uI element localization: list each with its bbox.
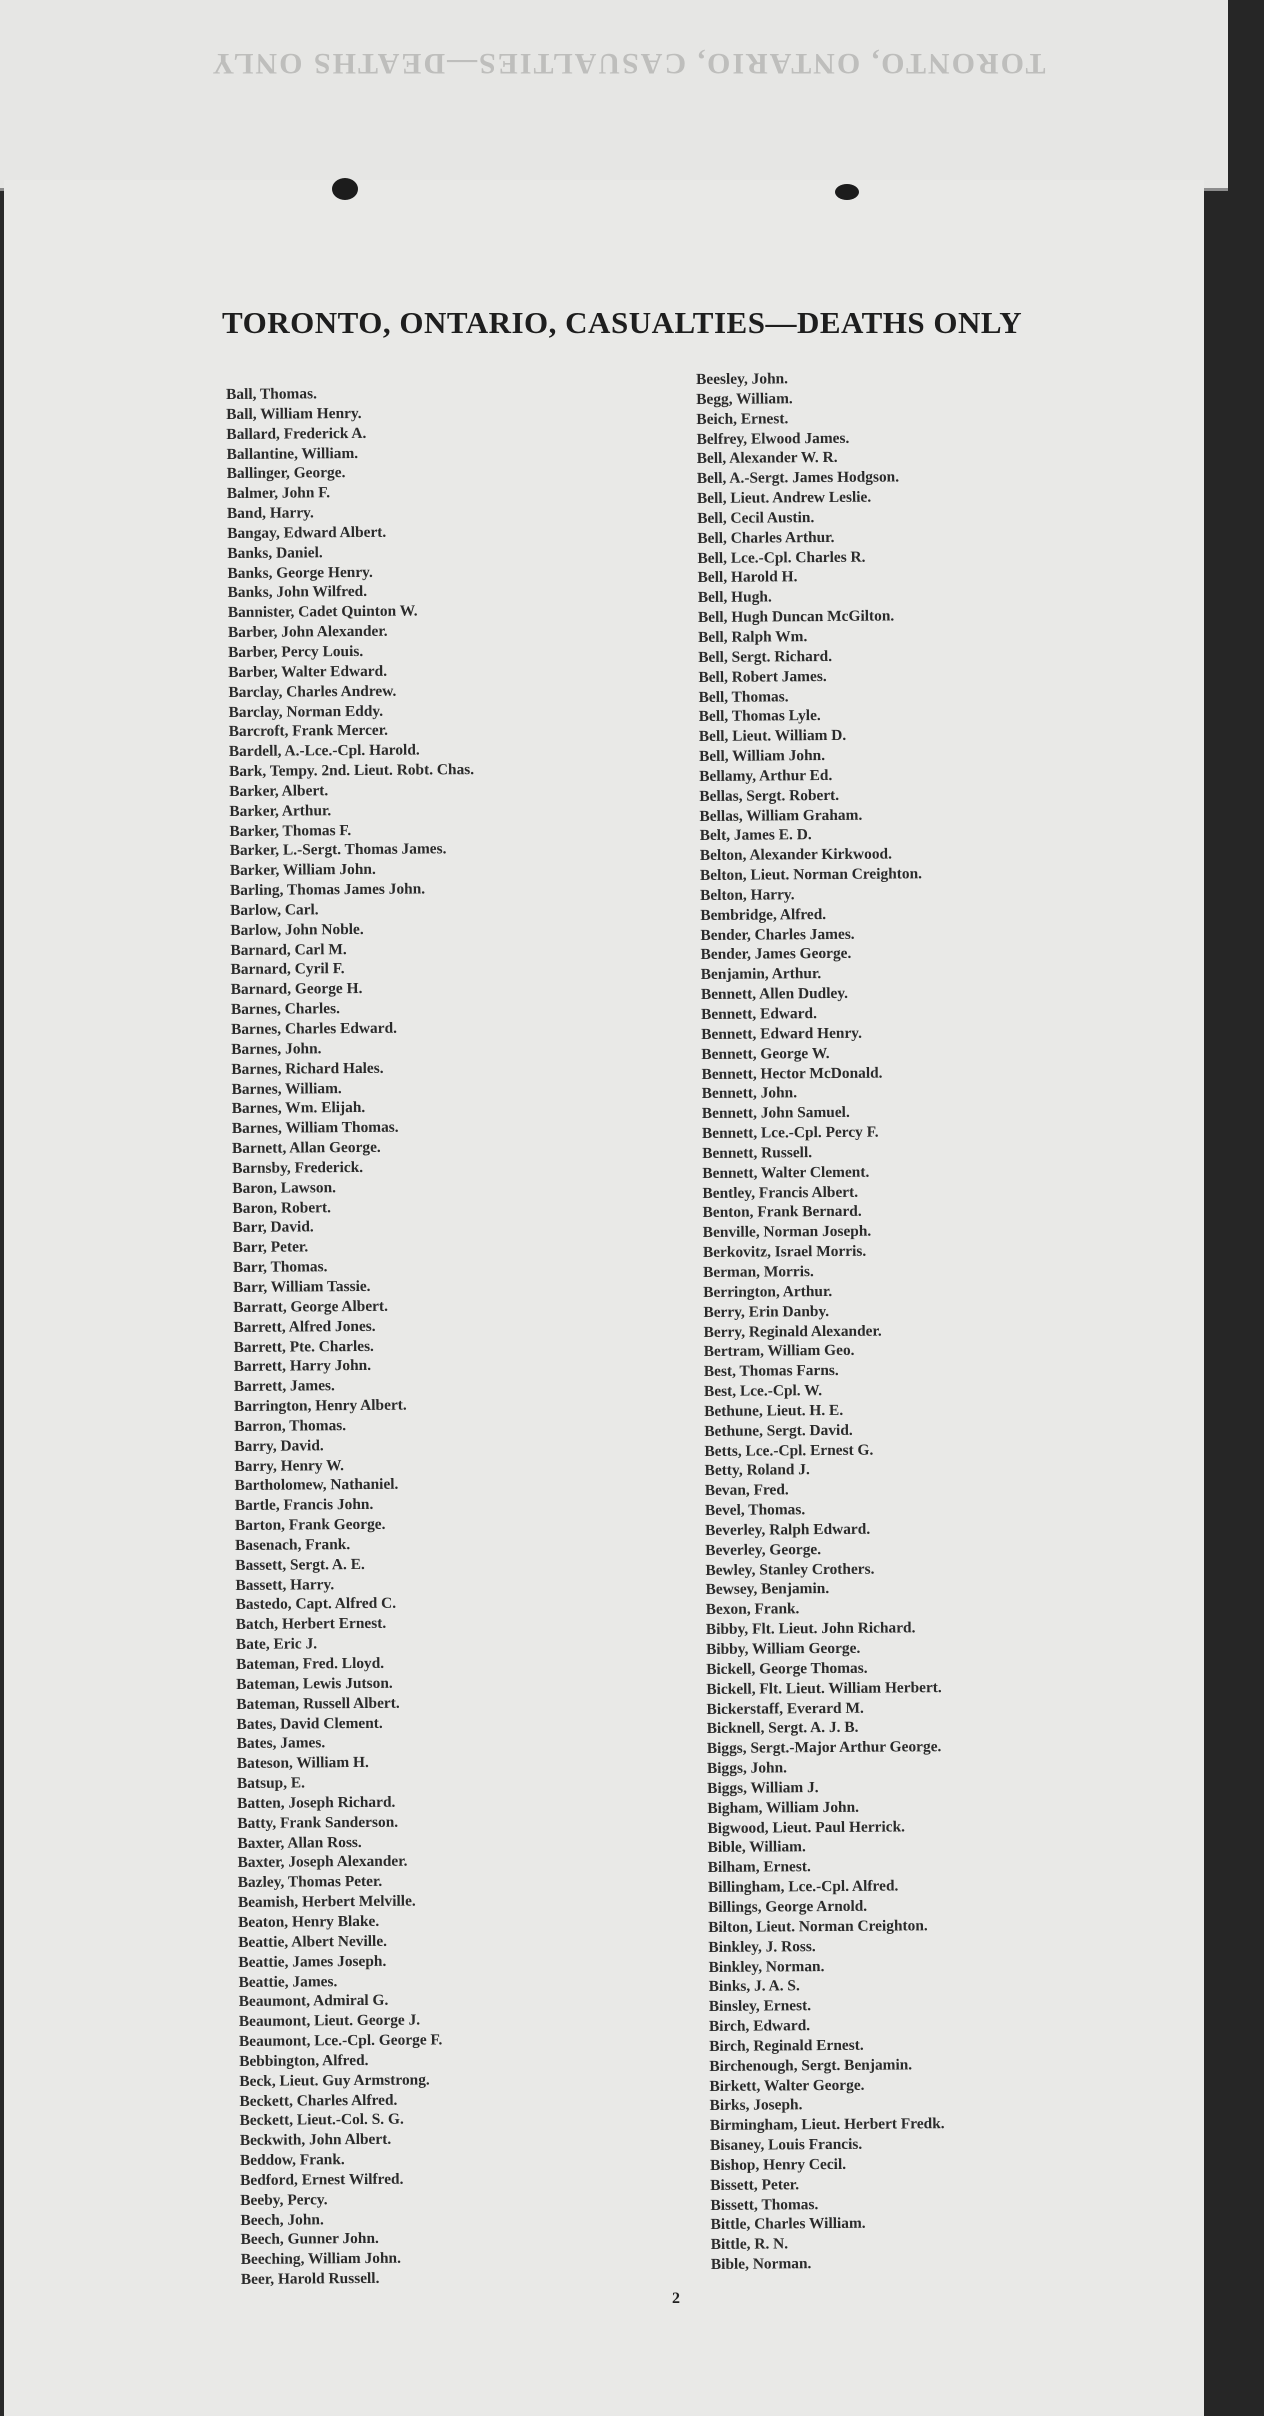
casualty-entry: Bennett, Allen Dudley.: [700, 984, 849, 1004]
casualty-entry: Bilton, Lieut. Norman Creighton.: [708, 1917, 928, 1936]
casualty-entry: Beaton, Henry Blake.: [238, 1912, 380, 1931]
casualty-entry: Barry, David.: [234, 1436, 324, 1455]
casualty-entry: Beaumont, Lieut. George J.: [238, 2011, 421, 2031]
casualty-entry: Beech, John.: [240, 2210, 324, 2229]
casualty-entry: Beattie, Albert Neville.: [238, 1932, 388, 1951]
casualty-entry: Bell, A.-Sergt. James Hodgson.: [696, 468, 900, 488]
casualty-entry: Bangay, Edward Albert.: [227, 523, 387, 542]
casualty-entry: Bell, Charles Arthur.: [697, 528, 835, 547]
casualty-entry: Beattie, James.: [238, 1972, 338, 1991]
casualty-entry: Bender, Charles James.: [700, 925, 855, 944]
casualty-entry: Bewley, Stanley Crothers.: [705, 1560, 875, 1579]
casualty-entry: Birmingham, Lieut. Herbert Fredk.: [709, 2115, 945, 2135]
casualty-entry: Barnes, John.: [231, 1040, 322, 1058]
casualty-entry: Bateman, Lewis Jutson.: [236, 1674, 393, 1693]
casualty-entry: Bishop, Henry Cecil.: [710, 2155, 847, 2174]
casualty-entry: Bissett, Peter.: [710, 2176, 800, 2194]
casualty-entry: Bisaney, Louis Francis.: [709, 2135, 863, 2155]
casualty-entry: Baxter, Joseph Alexander.: [237, 1853, 408, 1872]
casualty-entry: Beich, Ernest.: [696, 409, 789, 428]
casualty-entry: Bell, William John.: [698, 747, 826, 766]
casualty-entry: Barnett, Allan George.: [231, 1138, 381, 1158]
document-page: [4, 180, 1204, 2416]
casualty-entry: Barr, David.: [232, 1218, 314, 1237]
casualty-entry: Barker, William John.: [229, 861, 376, 880]
casualty-entry: Barnes, Charles Edward.: [230, 1019, 398, 1038]
casualty-entry: Beckett, Charles Alfred.: [239, 2091, 398, 2110]
binding-hole-left: [332, 178, 358, 200]
casualty-entry: Baron, Robert.: [232, 1198, 331, 1217]
casualty-entry: Beaumont, Admiral G.: [238, 1992, 389, 2011]
casualty-entry: Bennett, Edward.: [700, 1005, 817, 1023]
casualty-entry: Bennett, Walter Clement.: [702, 1163, 870, 1182]
casualty-entry: Bell, Cecil Austin.: [697, 508, 815, 527]
casualty-entry: Barrington, Henry Albert.: [233, 1396, 407, 1415]
casualty-entry: Barlow, Carl.: [230, 901, 319, 919]
casualty-entry: Bell, Hugh.: [697, 588, 772, 607]
casualty-entry: Ball, Thomas.: [226, 385, 317, 403]
casualty-entry: Betts, Lce.-Cpl. Ernest G.: [704, 1441, 874, 1460]
casualty-entry: Bickerstaff, Everard M.: [706, 1699, 864, 1718]
casualty-entry: Bissett, Thomas.: [710, 2195, 819, 2214]
casualty-entry: Bethune, Lieut. H. E.: [704, 1401, 844, 1420]
casualty-entry: Bible, Norman.: [710, 2255, 812, 2274]
casualty-entry: Bazley, Thomas Peter.: [237, 1873, 383, 1892]
casualty-entry: Bennett, John.: [701, 1084, 798, 1103]
page-title: TORONTO, ONTARIO, CASUALTIES—DEATHS ONLY: [222, 305, 1023, 340]
casualty-entry: Bell, Thomas.: [698, 687, 789, 706]
casualty-entry: Barnes, Charles.: [230, 1000, 340, 1019]
casualty-entry: Belfrey, Elwood James.: [696, 429, 850, 448]
casualty-entry: Barnsby, Frederick.: [232, 1158, 364, 1177]
casualty-entry: Bell, Lieut. William D.: [698, 727, 847, 746]
casualty-entry: Ballinger, George.: [226, 464, 346, 483]
casualty-entry: Bateson, William H.: [236, 1754, 369, 1773]
page-number: 2: [672, 2290, 680, 2307]
casualty-entry: Bible, William.: [707, 1838, 806, 1857]
casualty-entry: Barratt, George Albert.: [233, 1297, 389, 1316]
casualty-entry: Birch, Reginald Ernest.: [709, 2036, 864, 2055]
casualty-entry: Betty, Roland J.: [704, 1461, 810, 1480]
casualty-entry: Beattie, James Joseph.: [238, 1952, 387, 1971]
casualty-entry: Barker, Arthur.: [229, 801, 332, 820]
casualty-entry: Berry, Reginald Alexander.: [703, 1322, 882, 1341]
casualty-entry: Birks, Joseph.: [709, 2096, 803, 2115]
casualty-entry: Bell, Robert James.: [698, 667, 827, 686]
casualty-entry: Beeching, William John.: [240, 2249, 402, 2269]
casualty-entry: Batten, Joseph Richard.: [237, 1793, 396, 1812]
casualty-entry: Barnes, Wm. Elijah.: [231, 1099, 366, 1118]
casualty-entry: Barnard, George H.: [230, 980, 363, 999]
casualty-entry: Bentley, Francis Albert.: [702, 1183, 859, 1202]
casualty-entry: Bethune, Sergt. David.: [704, 1421, 853, 1440]
right-name-column: [696, 368, 946, 2275]
casualty-entry: Bilham, Ernest.: [707, 1858, 811, 1877]
casualty-entry: Barr, Peter.: [232, 1238, 309, 1257]
casualty-entry: Bassett, Harry.: [235, 1575, 335, 1594]
casualty-entry: Bibby, Flt. Lieut. John Richard.: [705, 1619, 916, 1639]
casualty-entry: Band, Harry.: [226, 504, 314, 523]
casualty-entry: Barber, John Alexander.: [227, 622, 388, 642]
casualty-entry: Bevan, Fred.: [704, 1481, 789, 1500]
casualty-entry: Barton, Frank George.: [234, 1515, 386, 1535]
casualty-entry: Biggs, John.: [706, 1759, 788, 1778]
casualty-entry: Bennett, Lce.-Cpl. Percy F.: [701, 1123, 879, 1143]
casualty-entry: Benville, Norman Joseph.: [702, 1222, 872, 1242]
previous-page-flap: [0, 0, 1228, 191]
casualty-entry: Berry, Erin Danby.: [703, 1302, 830, 1321]
casualty-entry: Barrett, Pte. Charles.: [233, 1337, 374, 1356]
casualty-entry: Barker, Thomas F.: [229, 821, 352, 840]
casualty-entry: Birkett, Walter George.: [709, 2076, 865, 2095]
casualty-entry: Bexon, Frank.: [705, 1600, 800, 1619]
casualty-entry: Bell, Alexander W. R.: [696, 449, 838, 468]
casualty-entry: Bell, Sergt. Richard.: [698, 647, 833, 666]
casualty-entry: Biggs, Sergt.-Major Arthur George.: [706, 1738, 942, 1758]
casualty-entry: Barker, Albert.: [229, 782, 329, 800]
casualty-entry: Barrett, Alfred Jones.: [233, 1317, 376, 1336]
casualty-entry: Bastedo, Capt. Alfred C.: [235, 1595, 397, 1614]
casualty-entry: Beeby, Percy.: [240, 2191, 328, 2209]
casualty-entry: Barlow, John Noble.: [230, 920, 364, 939]
casualty-entry: Barcroft, Frank Mercer.: [228, 722, 389, 741]
casualty-entry: Banks, John Wilfred.: [227, 583, 368, 602]
casualty-entry: Beamish, Herbert Melville.: [237, 1892, 416, 1912]
casualty-entry: Ball, William Henry.: [226, 404, 362, 423]
casualty-entry: Barker, L.-Sergt. Thomas James.: [229, 840, 447, 860]
casualty-entry: Bittle, Charles William.: [710, 2215, 866, 2234]
casualty-entry: Beech, Gunner John.: [240, 2230, 379, 2249]
casualty-entry: Barber, Walter Edward.: [228, 662, 388, 681]
casualty-entry: Bates, David Clement.: [236, 1714, 383, 1733]
casualty-entry: Baron, Lawson.: [232, 1178, 337, 1197]
casualty-entry: Barnard, Cyril F.: [230, 960, 345, 979]
casualty-entry: Best, Thomas Farns.: [703, 1362, 839, 1381]
casualty-entry: Bertram, William Geo.: [703, 1342, 855, 1361]
casualty-entry: Ballard, Frederick A.: [226, 424, 367, 443]
casualty-entry: Bell, Ralph Wm.: [698, 628, 808, 646]
casualty-entry: Barnard, Carl M.: [230, 940, 347, 959]
casualty-entry: Bennett, Russell.: [702, 1144, 813, 1162]
casualty-entry: Bell, Lieut. Andrew Leslie.: [696, 488, 872, 508]
casualty-entry: Bennett, George W.: [701, 1044, 830, 1063]
casualty-entry: Bate, Eric J.: [235, 1635, 318, 1654]
casualty-entry: Bardell, A.-Lce.-Cpl. Harold.: [228, 741, 420, 761]
casualty-entry: Balmer, John F.: [226, 484, 331, 503]
casualty-entry: Bannister, Cadet Quinton W.: [227, 602, 418, 622]
casualty-entry: Bicknell, Sergt. A. J. B.: [706, 1719, 859, 1738]
casualty-entry: Bibby, William George.: [705, 1639, 861, 1658]
casualty-entry: Bevel, Thomas.: [704, 1501, 806, 1520]
casualty-entry: Baxter, Allan Ross.: [237, 1833, 362, 1852]
casualty-entry: Bembridge, Alfred.: [700, 905, 827, 924]
casualty-entry: Bender, James George.: [700, 945, 852, 964]
casualty-entry: Barr, William Tassie.: [233, 1277, 371, 1296]
casualty-entry: Barnes, William Thomas.: [231, 1118, 399, 1138]
casualty-entry: Belton, Alexander Kirkwood.: [699, 845, 893, 865]
casualty-entry: Batch, Herbert Ernest.: [235, 1615, 387, 1634]
casualty-entry: Birch, Edward.: [708, 2017, 811, 2035]
casualty-entry: Batsup, E.: [236, 1774, 306, 1793]
casualty-entry: Binkley, Norman.: [708, 1957, 825, 1976]
casualty-entry: Barr, Thomas.: [232, 1258, 328, 1277]
bleed-through-text: TORONTO, ONTARIO, CASUALTIES—DEATHS ONLY: [210, 47, 1046, 80]
casualty-entry: Bell, Lce.-Cpl. Charles R.: [697, 548, 866, 567]
casualty-entry: Barclay, Norman Eddy.: [228, 702, 384, 721]
casualty-entry: Barrett, James.: [233, 1377, 335, 1396]
casualty-entry: Billingham, Lce.-Cpl. Alfred.: [707, 1877, 899, 1897]
casualty-entry: Bittle, R. N.: [710, 2235, 789, 2254]
casualty-entry: Barrett, Harry John.: [233, 1357, 372, 1376]
casualty-entry: Bartholomew, Nathaniel.: [234, 1476, 399, 1495]
casualty-entry: Belton, Harry.: [700, 886, 795, 904]
casualty-entry: Banks, Daniel.: [227, 543, 323, 562]
casualty-entry: Bickell, George Thomas.: [706, 1659, 868, 1678]
casualty-entry: Bellas, William Graham.: [699, 806, 863, 825]
casualty-entry: Berrington, Arthur.: [703, 1282, 833, 1301]
casualty-entry: Belton, Lieut. Norman Creighton.: [699, 865, 923, 885]
casualty-entry: Batty, Frank Sanderson.: [237, 1813, 399, 1832]
casualty-entry: Basenach, Frank.: [235, 1535, 351, 1554]
casualty-entry: Belt, James E. D.: [699, 826, 812, 845]
casualty-entry: Barnes, Richard Hales.: [231, 1059, 384, 1078]
casualty-entry: Beer, Harold Russell.: [240, 2270, 380, 2289]
casualty-entry: Bartle, Francis John.: [234, 1496, 374, 1515]
casualty-entry: Bebbington, Alfred.: [239, 2051, 369, 2070]
casualty-entry: Beverley, George.: [705, 1540, 822, 1559]
casualty-entry: Billings, George Arnold.: [708, 1897, 868, 1916]
casualty-entry: Bedford, Ernest Wilfred.: [240, 2170, 404, 2189]
casualty-entry: Bigham, William John.: [707, 1798, 860, 1817]
casualty-entry: Bell, Thomas Lyle.: [698, 707, 821, 726]
casualty-entry: Barnes, William.: [231, 1079, 342, 1098]
casualty-entry: Barber, Percy Louis.: [228, 642, 364, 661]
casualty-entry: Beckett, Lieut.-Col. S. G.: [239, 2111, 404, 2130]
binding-hole-right: [835, 184, 859, 200]
casualty-entry: Bennett, Hector McDonald.: [701, 1064, 883, 1083]
casualty-entry: Bennett, Edward Henry.: [701, 1024, 863, 1043]
casualty-entry: Berman, Morris.: [703, 1263, 814, 1281]
casualty-entry: Best, Lce.-Cpl. W.: [703, 1382, 823, 1400]
casualty-entry: Barclay, Charles Andrew.: [228, 682, 397, 701]
casualty-entry: Beesley, John.: [696, 370, 789, 388]
casualty-entry: Beddow, Frank.: [239, 2151, 345, 2170]
casualty-entry: Ballantine, William.: [226, 444, 359, 463]
casualty-entry: Beverley, Ralph Edward.: [705, 1520, 871, 1539]
left-name-column: [226, 383, 486, 2290]
casualty-entry: Binkley, J. Ross.: [708, 1937, 816, 1956]
casualty-entry: Bell, Harold H.: [697, 568, 798, 587]
casualty-entry: Bateman, Russell Albert.: [236, 1694, 400, 1713]
casualty-entry: Bark, Tempy. 2nd. Lieut. Robt. Chas.: [228, 761, 475, 781]
casualty-entry: Birchenough, Sergt. Benjamin.: [709, 2056, 913, 2075]
casualty-entry: Beaumont, Lce.-Cpl. George F.: [238, 2031, 443, 2050]
casualty-entry: Binks, J. A. S.: [708, 1977, 800, 1996]
casualty-entry: Bennett, John Samuel.: [701, 1104, 850, 1123]
casualty-entry: Bellamy, Arthur Ed.: [699, 766, 833, 785]
casualty-entry: Benjamin, Arthur.: [700, 965, 822, 984]
casualty-entry: Bateman, Fred. Lloyd.: [235, 1654, 385, 1673]
casualty-entry: Bellas, Sergt. Robert.: [699, 786, 840, 805]
casualty-entry: Barry, Henry W.: [234, 1456, 345, 1475]
casualty-entry: Bigwood, Lieut. Paul Herrick.: [707, 1817, 906, 1837]
casualty-entry: Bell, Hugh Duncan McGilton.: [697, 607, 895, 627]
casualty-entry: Biggs, William J.: [707, 1778, 819, 1797]
casualty-entry: Binsley, Ernest.: [708, 1997, 812, 2016]
casualty-entry: Beckwith, John Albert.: [239, 2131, 392, 2150]
casualty-entry: Bickell, Flt. Lieut. William Herbert.: [706, 1678, 942, 1698]
casualty-entry: Beck, Lieut. Guy Armstrong.: [239, 2071, 430, 2090]
casualty-entry: Bassett, Sergt. A. E.: [235, 1555, 365, 1574]
casualty-entry: Bewsey, Benjamin.: [705, 1580, 830, 1599]
casualty-entry: Barron, Thomas.: [234, 1416, 347, 1435]
casualty-entry: Berkovitz, Israel Morris.: [702, 1242, 867, 1262]
casualty-entry: Bates, James.: [236, 1734, 326, 1753]
casualty-entry: Begg, William.: [696, 390, 793, 408]
casualty-entry: Benton, Frank Bernard.: [702, 1203, 862, 1222]
casualty-entry: Barling, Thomas James John.: [229, 880, 426, 900]
casualty-entry: Banks, George Henry.: [227, 563, 373, 582]
